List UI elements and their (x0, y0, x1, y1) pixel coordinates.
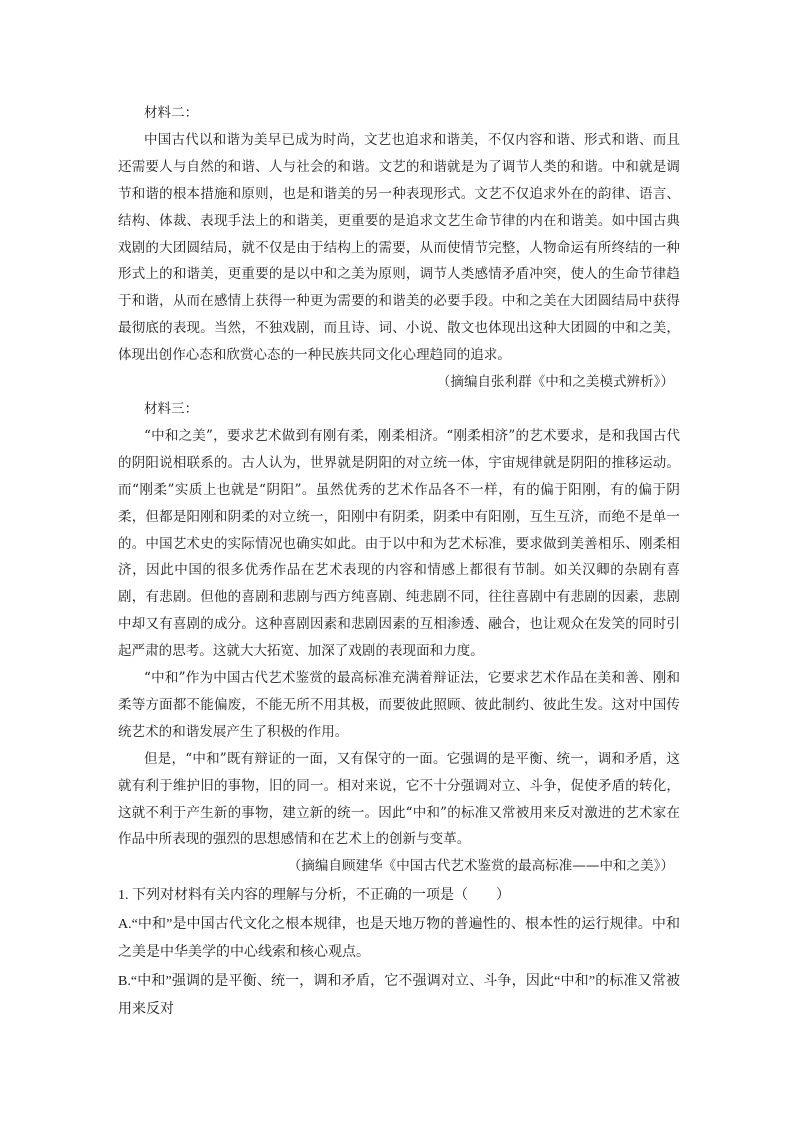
material-three-paragraph-1: “中和之美”，要求艺术做到有刚有柔，刚柔相济。“刚柔相济”的艺术要求，是和我国古代的阴阳说相联系的。古人认为，世界就是阴阳的对立统一体，宇宙规律就是阴阳的推移运动。而“刚柔”实质上也就是“阴阳”。虽然优秀的艺术作品各不一样，有的偏于阳刚，有的偏于阴柔，但都是阳刚和阴柔的对立统一，阳刚中有阴柔，阴柔中有阳刚，互生互济，而绝不是单一的。中国艺术史的实际情况也确实如此。由于以中和为艺术标准，要求做到美善相乐、刚柔相济，因此中国的很多优秀作品在艺术表现的内容和情感上都很有节制。如关汉卿的杂剧有喜剧，有悲剧。但他的喜剧和悲剧与西方纯喜剧、纯悲剧不同，往往喜剧中有悲剧的因素，悲剧中却又有喜剧的成分。这种喜剧因素和悲剧因素的互相渗透、融合，也让观众在发笑的同时引起严肃的思考。这就大大拓宽、加深了戏剧的表现面和力度。 (118, 427, 680, 660)
material-two-source: （摘编自张利群《中和之美模式辨析》） (436, 374, 674, 391)
material-three-heading: 材料三： (144, 400, 199, 417)
material-two-heading: 材料二： (144, 105, 199, 121)
question-1-option-a[interactable]: A.“中和”是中国古代文化之根本规律，也是天地万物的普遍性的、根本性的运行规律。中和之美是中华美学的中心线索和核心观点。 (118, 916, 680, 961)
material-two-paragraph-1: 中国古代以和谐为美早已成为时尚，文艺也追求和谐美，不仅内容和谐、形式和谐、而且还需要人与自然的和谐、人与社会的和谐。文艺的和谐就是为了调节人类的和谐。中和就是调节和谐的根本措施和原则，也是和谐美的另一种表现形式。文艺不仅追求外在的韵律、语言、结构、体裁、表现手法上的和谐美，更重要的是追求文艺生命节律的内在和谐美。如中国古典戏剧的大团圆结局，就不仅是由于结构上的需要，从而使情节完整，人物命运有所终结的一种形式上的和谐美，更重要的是以中和之美为原则，调节人类感情矛盾冲突，使人的生命节律趋于和谐，从而在感情上获得一种更为需要的和谐美的必要手段。中和之美在大团圆结局中获得最彻底的表现。当然，不独戏剧，而且诗、词、小说、散文也体现出这种大团圆的中和之美，体现出创作心态和欣赏心态的一种民族共同文化心理趋同的追求。 (118, 131, 680, 364)
material-three-paragraph-2: “中和”作为中国古代艺术鉴赏的最高标准充满着辩证法，它要求艺术作品在美和善、刚和柔等方面都不能偏废，不能无所不用其极，而要彼此照顾、彼此制约、彼此生发。这对中国传统艺术的和谐发展产生了积极的作用。 (118, 670, 680, 740)
question-1-option-b[interactable]: B.“中和”强调的是平衡、统一，调和矛盾，它不强调对立、斗争，因此“中和”的标准又常被用来反对 (118, 973, 680, 1018)
material-three-paragraph-3: 但是，“中和”既有辩证的一面，又有保守的一面。它强调的是平衡、统一，调和矛盾，这就有利于维护旧的事物，旧的同一。相对来说，它不十分强调对立、斗争，促使矛盾的转化，这就不利于产生新的事物，建立新的统一。因此“中和”的标准又常被用来反对激进的艺术家在作品中所表现的强烈的思想感情和在艺术上的创新与变革。 (118, 750, 680, 848)
question-1-stem: 1. 下列对材料有关内容的理解与分析，不正确的一项是（ ） (118, 888, 510, 904)
material-three-source: （摘编自顾建华《中国古代艺术鉴赏的最高标准——中和之美》） (287, 858, 674, 875)
document-page (118, 100, 680, 1025)
